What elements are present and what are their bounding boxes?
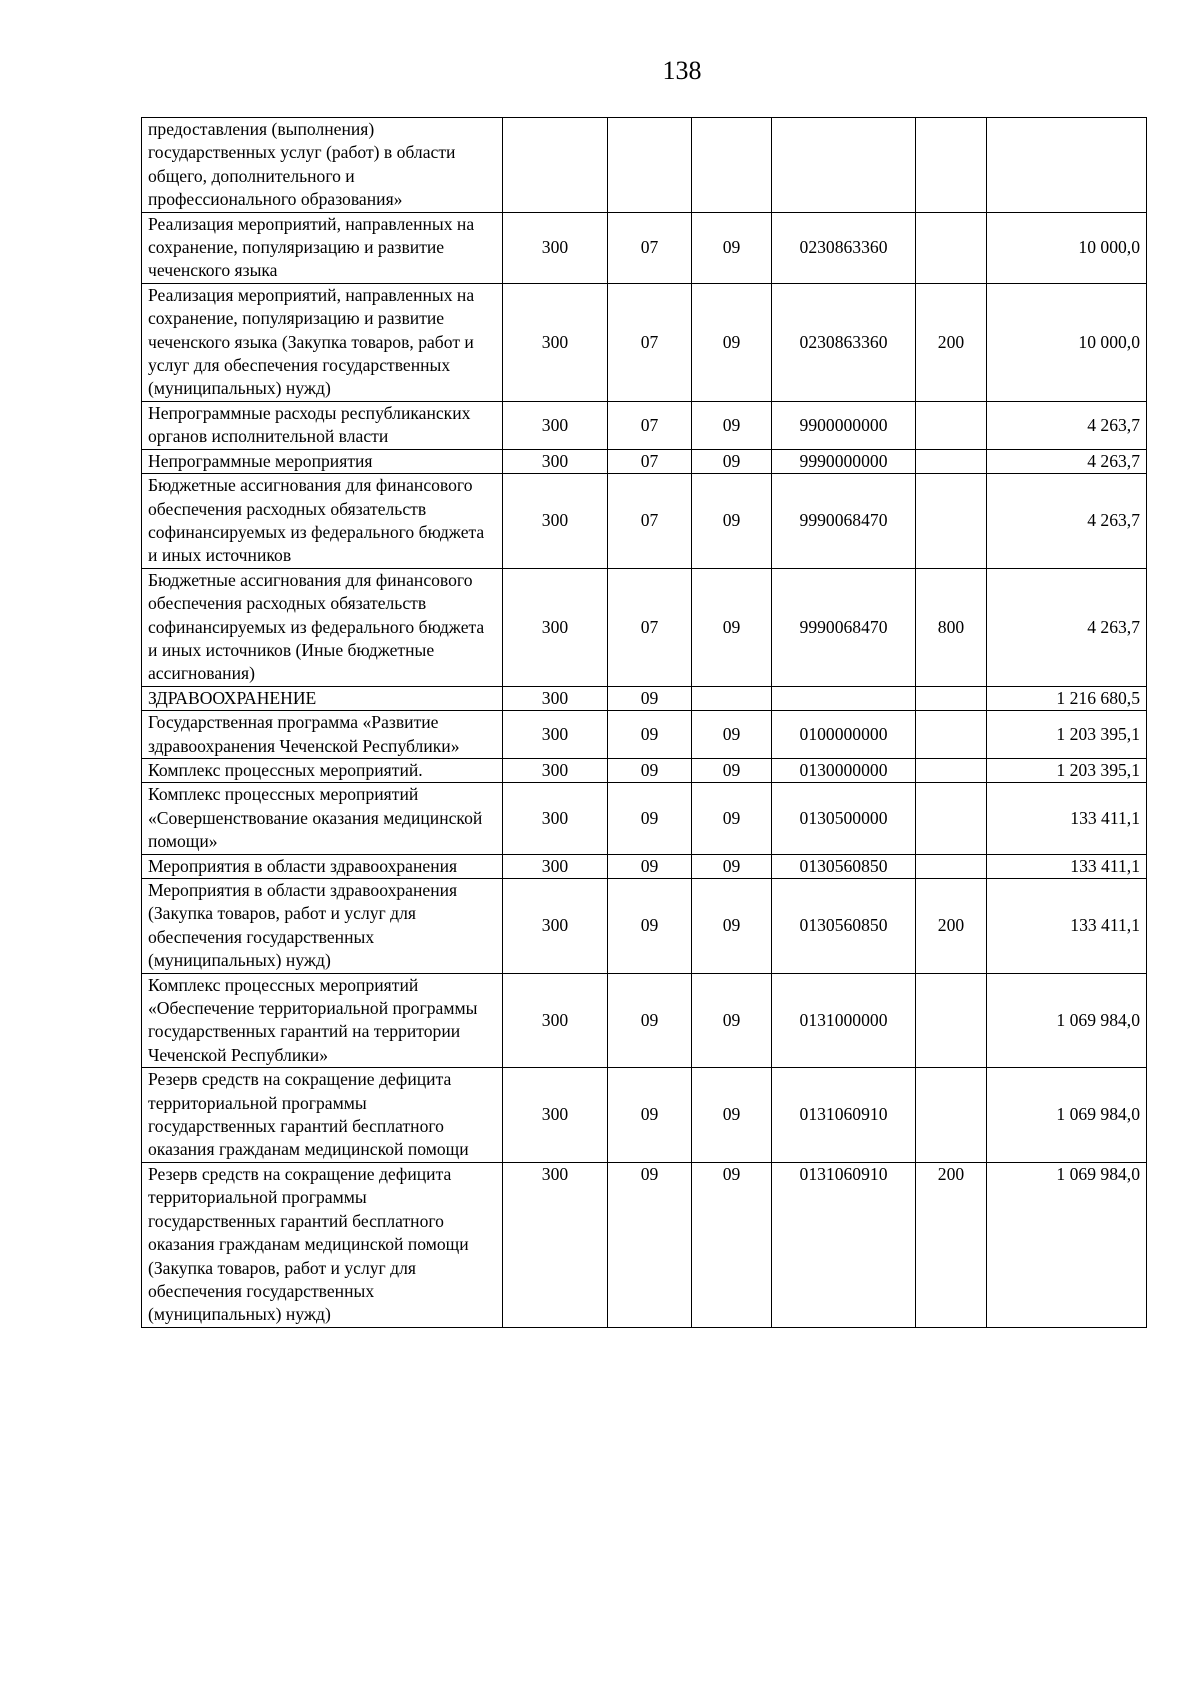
row-pr: 09 — [692, 449, 772, 473]
row-sum: 4 263,7 — [987, 449, 1147, 473]
row-name: предоставления (выполнения) государственных услуг (работ) в области общего, дополнительного и профессионального образования» — [142, 118, 503, 213]
row-rz — [608, 118, 692, 213]
table-row — [142, 1162, 1147, 1327]
table-row — [142, 568, 1147, 686]
row-name: Реализация мероприятий, направленных на сохранение, популяризацию и развитие чеченского языка (Закупка товаров, работ и услуг для обеспечения государственных (муниципальных) нужд) — [142, 283, 503, 401]
row-pr: 09 — [692, 711, 772, 759]
table-row — [142, 783, 1147, 854]
row-vr — [916, 1068, 987, 1163]
row-gr — [503, 118, 608, 213]
row-rz: 07 — [608, 474, 692, 569]
row-name: Непрограммные расходы республиканских органов исполнительной власти — [142, 401, 503, 449]
row-name: Мероприятия в области здравоохранения — [142, 854, 503, 878]
row-pr: 09 — [692, 879, 772, 974]
table-row — [142, 1068, 1147, 1163]
row-vr — [916, 758, 987, 782]
row-sum: 1 216 680,5 — [987, 686, 1147, 710]
row-vr — [916, 449, 987, 473]
row-name: Мероприятия в области здравоохранения (Закупка товаров, работ и услуг для обеспечения государственных (муниципальных) нужд) — [142, 879, 503, 974]
row-csr: 0131060910 — [772, 1162, 916, 1327]
row-rz: 09 — [608, 711, 692, 759]
table-row — [142, 973, 1147, 1068]
row-pr: 09 — [692, 568, 772, 686]
row-gr: 300 — [503, 973, 608, 1068]
row-gr: 300 — [503, 686, 608, 710]
row-sum: 10 000,0 — [987, 283, 1147, 401]
row-name: Государственная программа «Развитие здравоохранения Чеченской Республики» — [142, 711, 503, 759]
row-csr — [772, 686, 916, 710]
row-rz: 07 — [608, 283, 692, 401]
row-vr — [916, 854, 987, 878]
row-vr — [916, 118, 987, 213]
row-gr: 300 — [503, 568, 608, 686]
row-sum: 4 263,7 — [987, 568, 1147, 686]
row-vr — [916, 686, 987, 710]
row-pr — [692, 118, 772, 213]
row-pr: 09 — [692, 474, 772, 569]
row-vr — [916, 474, 987, 569]
row-rz: 09 — [608, 1068, 692, 1163]
row-name: Бюджетные ассигнования для финансового обеспечения расходных обязательств софинансируемых из федерального бюджета и иных источников — [142, 474, 503, 569]
row-csr: 0230863360 — [772, 283, 916, 401]
row-gr: 300 — [503, 711, 608, 759]
row-csr: 0130560850 — [772, 854, 916, 878]
row-pr: 09 — [692, 1162, 772, 1327]
row-rz: 09 — [608, 854, 692, 878]
row-pr: 09 — [692, 1068, 772, 1163]
row-name: Комплекс процессных мероприятий «Совершенствование оказания медицинской помощи» — [142, 783, 503, 854]
row-csr: 0130500000 — [772, 783, 916, 854]
row-csr: 0230863360 — [772, 212, 916, 283]
row-csr: 0100000000 — [772, 711, 916, 759]
row-gr: 300 — [503, 854, 608, 878]
row-vr — [916, 783, 987, 854]
table-row — [142, 118, 1147, 213]
budget-table-body — [142, 118, 1147, 1328]
row-rz: 09 — [608, 758, 692, 782]
row-name: Бюджетные ассигнования для финансового обеспечения расходных обязательств софинансируемых из федерального бюджета и иных источников (Иные бюджетные ассигнования) — [142, 568, 503, 686]
row-gr: 300 — [503, 449, 608, 473]
row-csr: 9990068470 — [772, 568, 916, 686]
row-gr: 300 — [503, 474, 608, 569]
row-name: Резерв средств на сокращение дефицита территориальной программы государственных гарантий бесплатного оказания гражданам медицинской помощи (Закупка товаров, работ и услуг для обеспечения государственных (муниципальных) нужд) — [142, 1162, 503, 1327]
row-pr: 09 — [692, 854, 772, 878]
table-row — [142, 854, 1147, 878]
row-csr: 0130000000 — [772, 758, 916, 782]
row-sum: 133 411,1 — [987, 783, 1147, 854]
row-gr: 300 — [503, 783, 608, 854]
row-name: Комплекс процессных мероприятий «Обеспечение территориальной программы государственных гарантий на территории Чеченской Республики» — [142, 973, 503, 1068]
row-sum: 4 263,7 — [987, 474, 1147, 569]
row-gr: 300 — [503, 212, 608, 283]
row-vr: 200 — [916, 879, 987, 974]
row-sum: 1 069 984,0 — [987, 1162, 1147, 1327]
row-vr — [916, 711, 987, 759]
row-sum: 1 203 395,1 — [987, 758, 1147, 782]
row-csr: 0131060910 — [772, 1068, 916, 1163]
row-pr — [692, 686, 772, 710]
row-gr: 300 — [503, 758, 608, 782]
table-row — [142, 474, 1147, 569]
row-csr: 9990000000 — [772, 449, 916, 473]
row-gr: 300 — [503, 401, 608, 449]
row-csr: 0131000000 — [772, 973, 916, 1068]
row-pr: 09 — [692, 212, 772, 283]
row-sum: 1 203 395,1 — [987, 711, 1147, 759]
table-row — [142, 879, 1147, 974]
row-pr: 09 — [692, 401, 772, 449]
row-name: Резерв средств на сокращение дефицита территориальной программы государственных гарантий бесплатного оказания гражданам медицинской помощи — [142, 1068, 503, 1163]
table-row — [142, 711, 1147, 759]
row-name: Комплекс процессных мероприятий. — [142, 758, 503, 782]
table-row — [142, 401, 1147, 449]
row-vr: 800 — [916, 568, 987, 686]
row-sum: 133 411,1 — [987, 879, 1147, 974]
row-pr: 09 — [692, 973, 772, 1068]
row-vr — [916, 401, 987, 449]
row-vr — [916, 212, 987, 283]
row-rz: 09 — [608, 879, 692, 974]
row-vr — [916, 973, 987, 1068]
row-name: Реализация мероприятий, направленных на сохранение, популяризацию и развитие чеченского языка — [142, 212, 503, 283]
row-sum: 1 069 984,0 — [987, 1068, 1147, 1163]
row-rz: 09 — [608, 1162, 692, 1327]
row-vr: 200 — [916, 1162, 987, 1327]
row-gr: 300 — [503, 1068, 608, 1163]
table-row — [142, 283, 1147, 401]
row-name: ЗДРАВООХРАНЕНИЕ — [142, 686, 503, 710]
row-sum: 133 411,1 — [987, 854, 1147, 878]
row-gr: 300 — [503, 1162, 608, 1327]
table-row — [142, 758, 1147, 782]
row-pr: 09 — [692, 783, 772, 854]
row-gr: 300 — [503, 283, 608, 401]
page-number: 138 — [662, 56, 702, 85]
row-sum — [987, 118, 1147, 213]
row-name: Непрограммные мероприятия — [142, 449, 503, 473]
row-gr: 300 — [503, 879, 608, 974]
row-rz: 07 — [608, 212, 692, 283]
table-row — [142, 686, 1147, 710]
row-pr: 09 — [692, 758, 772, 782]
row-rz: 07 — [608, 449, 692, 473]
row-rz: 07 — [608, 568, 692, 686]
row-sum: 10 000,0 — [987, 212, 1147, 283]
row-csr — [772, 118, 916, 213]
row-csr: 9900000000 — [772, 401, 916, 449]
row-rz: 09 — [608, 973, 692, 1068]
row-rz: 09 — [608, 686, 692, 710]
row-sum: 1 069 984,0 — [987, 973, 1147, 1068]
row-csr: 9990068470 — [772, 474, 916, 569]
row-rz: 09 — [608, 783, 692, 854]
row-rz: 07 — [608, 401, 692, 449]
row-sum: 4 263,7 — [987, 401, 1147, 449]
budget-table — [141, 117, 1147, 1328]
row-vr: 200 — [916, 283, 987, 401]
table-row — [142, 212, 1147, 283]
row-csr: 0130560850 — [772, 879, 916, 974]
table-row — [142, 449, 1147, 473]
row-pr: 09 — [692, 283, 772, 401]
